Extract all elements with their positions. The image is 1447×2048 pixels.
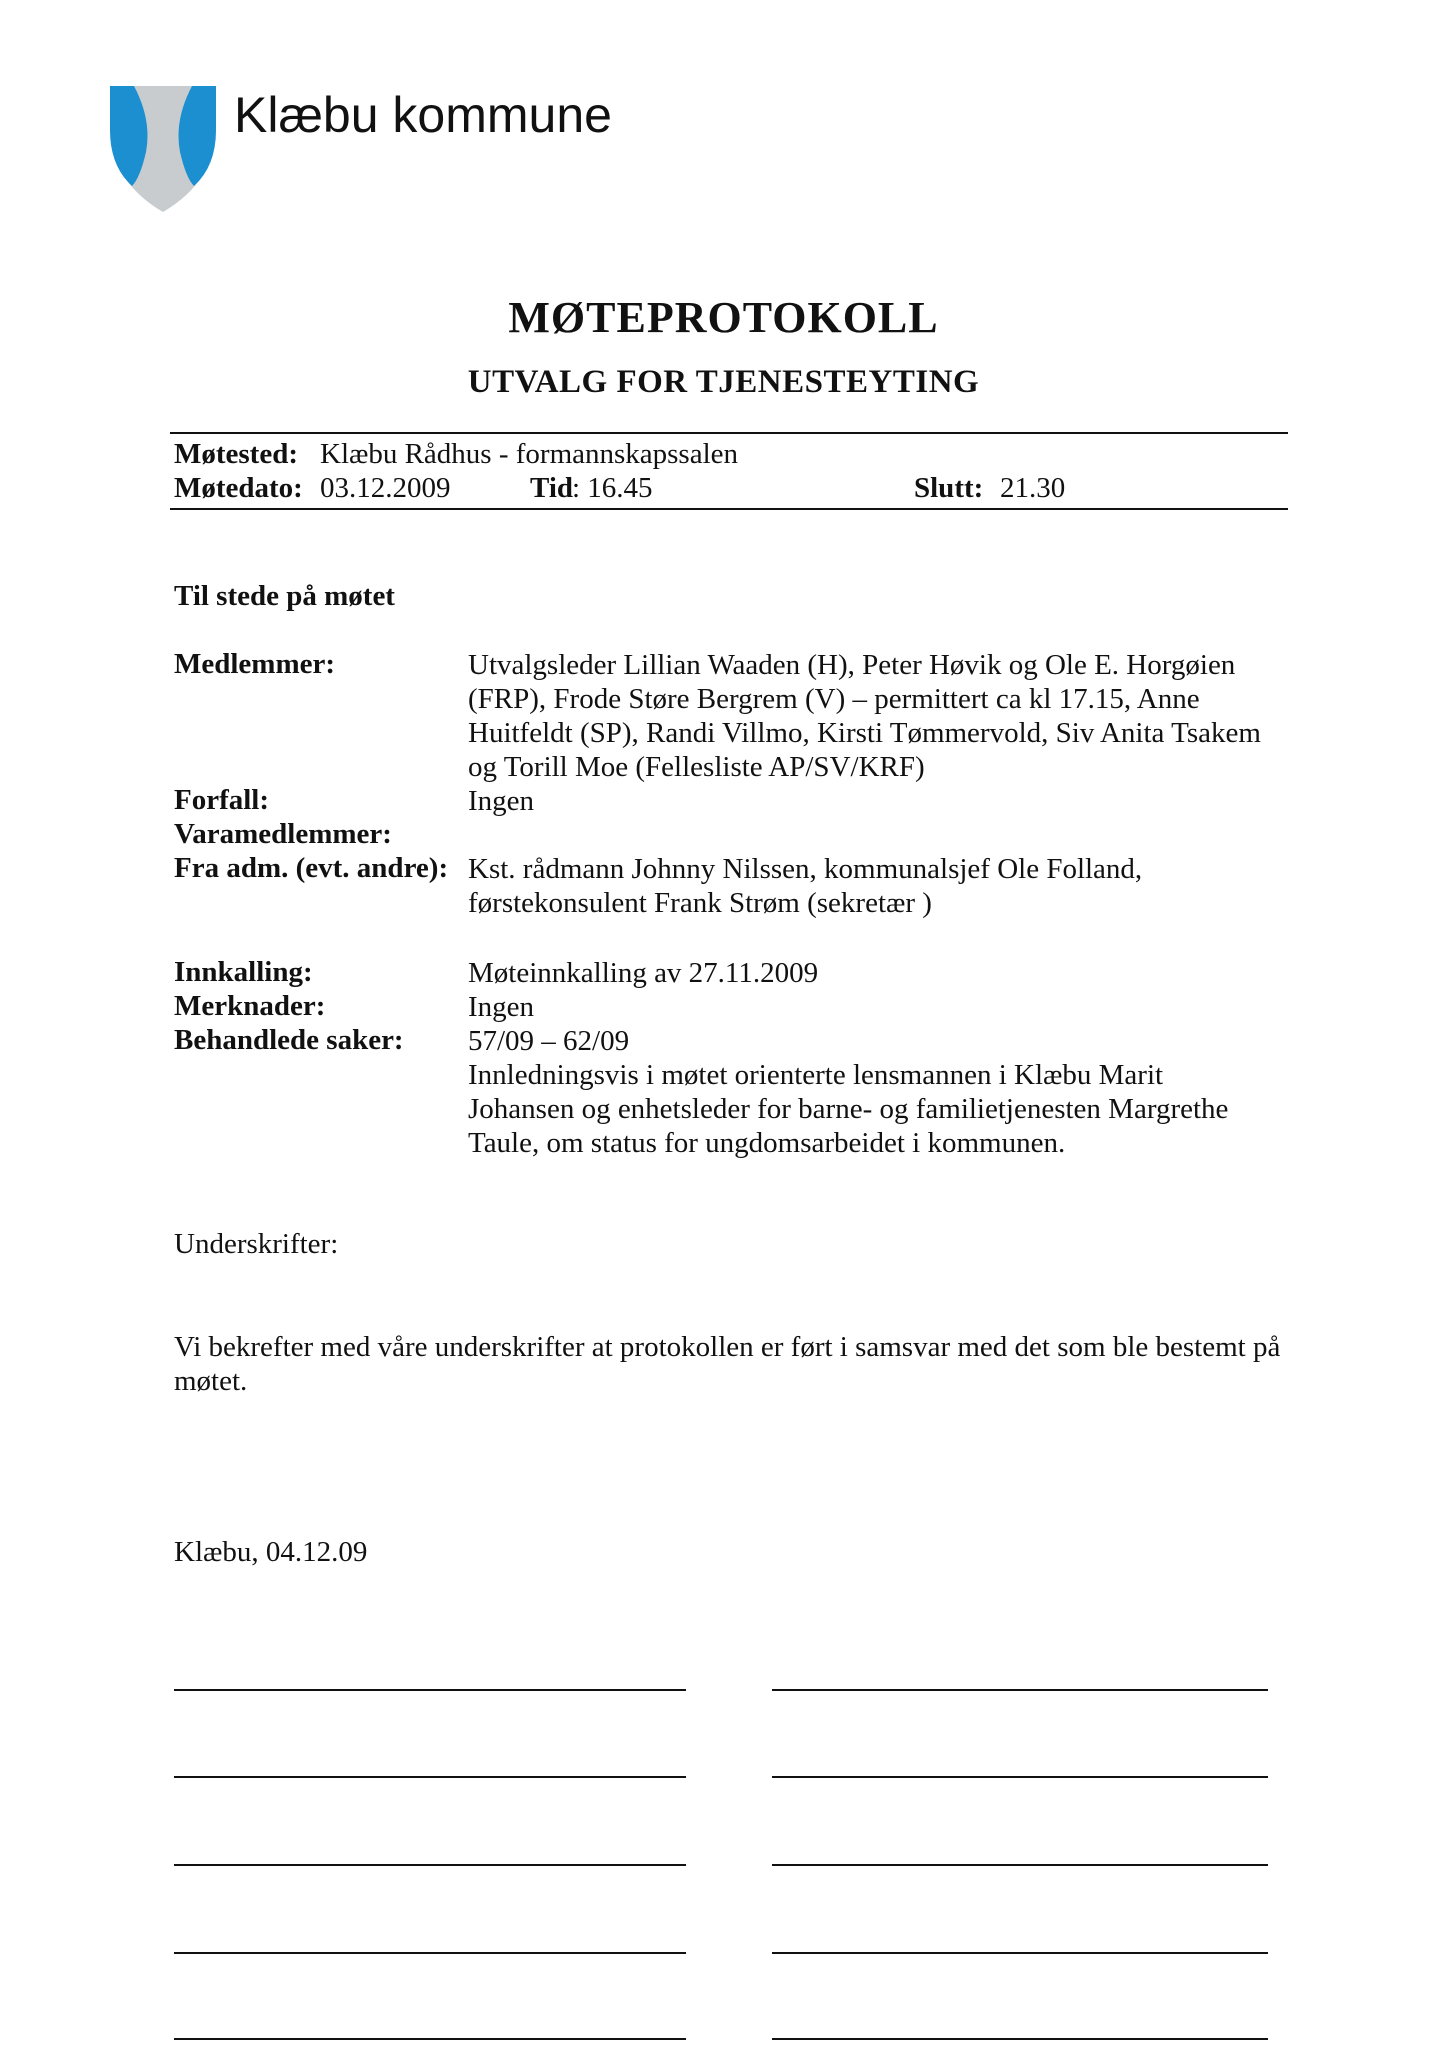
absent-value: Ingen <box>468 785 535 817</box>
notice-label: Innkalling: <box>174 956 313 988</box>
signature-line <box>174 1689 686 1691</box>
members-value: Utvalgsleder Lillian Waaden (H), Peter Høvik og Ole E. Horgøien (FRP), Frode Støre Bergrem (V) – permittert ca kl 17.15, Anne Huitfeldt (SP), Randi Villmo, Kirsti Tømmervold, Siv Anita Tsakem og Torill Moe (Fellesliste AP/SV/KRF) <box>468 649 1261 783</box>
signature-line <box>772 1689 1268 1691</box>
time-label: Tid <box>530 472 574 504</box>
notice-value: Møteinnkalling av 27.11.2009 <box>468 957 819 989</box>
place-label: Møtested: <box>174 438 299 470</box>
committee-name: UTVALG FOR TJENESTEYTING <box>467 364 980 400</box>
remarks-label: Merknader: <box>174 990 326 1022</box>
admin-value: Kst. rådmann Johnny Nilssen, kommunalsjef Ole Folland, førstekonsulent Frank Strøm (sekretær ) <box>468 853 1143 919</box>
signature-line <box>772 1776 1268 1778</box>
signatures-heading: Underskrifter: <box>174 1228 339 1260</box>
place-value: Klæbu Rådhus - formannskapssalen <box>320 438 739 470</box>
absent-label: Forfall: <box>174 784 270 816</box>
signature-line <box>174 1776 686 1778</box>
attendance-heading: Til stede på møtet <box>174 580 395 612</box>
place-date: Klæbu, 04.12.09 <box>174 1536 368 1568</box>
signature-line <box>772 2038 1268 2040</box>
members-label: Medlemmer: <box>174 648 336 680</box>
end-label: Slutt: <box>914 472 984 504</box>
signature-line <box>772 1864 1268 1866</box>
signature-line <box>772 1952 1268 1954</box>
org-name: Klæbu kommune <box>234 87 612 143</box>
remarks-value: Ingen <box>468 991 535 1023</box>
time-value: : 16.45 <box>572 472 653 504</box>
cases-note: Innledningsvis i møtet orienterte lensmannen i Klæbu Marit Johansen og enhetsleder for barne- og familietjenesten Margrethe Taule, om status for ungdomsarbeidet i kommunen. <box>468 1059 1229 1159</box>
date-label: Møtedato: <box>174 472 303 504</box>
signature-line <box>174 1952 686 1954</box>
divider-top <box>170 432 1288 434</box>
cases-label: Behandlede saker: <box>174 1024 404 1056</box>
cases-value: 57/09 – 62/09 <box>468 1025 630 1057</box>
municipality-shield-logo <box>110 86 216 212</box>
document-title: MØTEPROTOKOLL <box>508 293 939 342</box>
confirmation-text: Vi bekrefter med våre underskrifter at protokollen er ført i samsvar med det som ble bestemt på møtet. <box>174 1331 1281 1397</box>
date-value: 03.12.2009 <box>320 472 451 504</box>
divider-bottom <box>170 508 1288 510</box>
end-value: 21.30 <box>1000 472 1066 504</box>
deputies-label: Varamedlemmer: <box>174 818 392 850</box>
signature-line <box>174 2038 686 2040</box>
admin-label: Fra adm. (evt. andre): <box>174 852 449 884</box>
signature-line <box>174 1864 686 1866</box>
